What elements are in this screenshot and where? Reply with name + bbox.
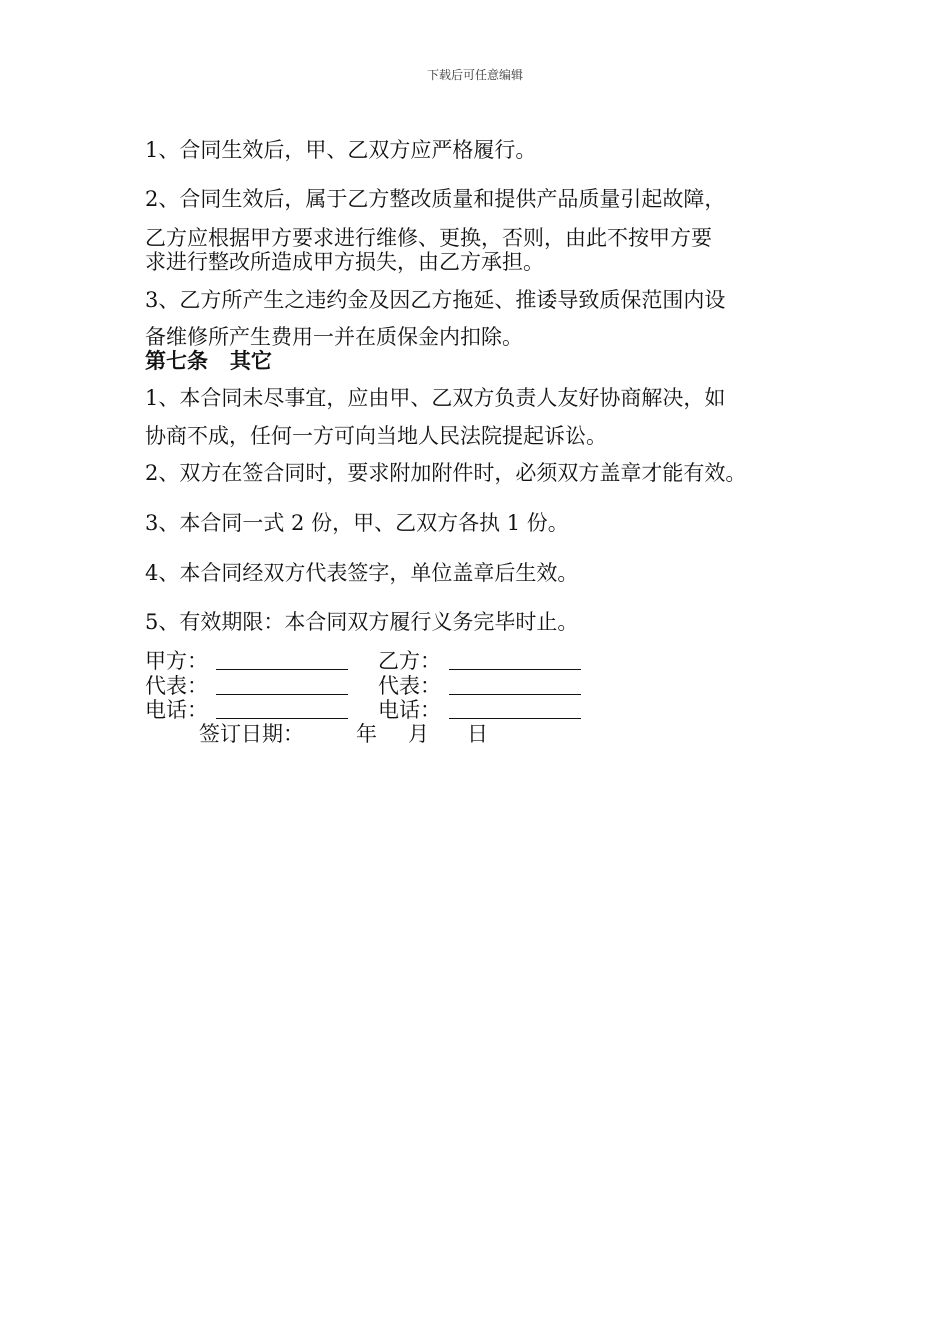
phone-a-blank — [216, 718, 348, 719]
clause-6-item-2-line-3: 求进行整改所造成甲方损失，由乙方承担。 — [145, 250, 544, 274]
phone-b-blank — [449, 718, 581, 719]
clause-7-item-3: 3、本合同一式 2 份，甲、乙双方各执 1 份。 — [145, 511, 569, 535]
clause-7-item-5: 5、有效期限：本合同双方履行义务完毕时止。 — [145, 610, 579, 634]
party-b-blank — [449, 669, 581, 670]
clause-7-item-4: 4、本合同经双方代表签字，单位盖章后生效。 — [145, 561, 579, 585]
party-b-label: 乙方： — [378, 649, 441, 673]
signing-date-year: 年 — [356, 722, 377, 746]
party-a-label: 甲方： — [145, 649, 208, 673]
clause-7-item-1-line-1: 1、本合同未尽事宜，应由甲、乙双方负责人友好协商解决，如 — [145, 386, 726, 410]
party-a-blank — [216, 669, 348, 670]
clause-6-item-2-line-2: 乙方应根据甲方要求进行维修、更换，否则，由此不按甲方要 — [145, 226, 712, 250]
clause-6-item-3-line-2: 备维修所产生费用一并在质保金内扣除。 — [145, 325, 523, 349]
section-7-heading: 第七条 其它 — [145, 348, 272, 373]
clause-6-item-1: 1、合同生效后，甲、乙双方应严格履行。 — [145, 138, 537, 162]
rep-b-blank — [449, 694, 581, 695]
rep-a-blank — [216, 694, 348, 695]
phone-b-label: 电话： — [378, 698, 441, 722]
rep-a-label: 代表： — [145, 674, 208, 698]
signing-date-day: 日 — [467, 722, 488, 746]
clause-6-item-3-line-1: 3、乙方所产生之违约金及因乙方拖延、推诿导致质保范围内设 — [145, 288, 726, 312]
page-header-note: 下载后可任意编辑 — [426, 68, 523, 82]
clause-6-item-2-line-1: 2、合同生效后，属于乙方整改质量和提供产品质量引起故障， — [145, 187, 726, 211]
rep-b-label: 代表： — [378, 674, 441, 698]
signing-date-month: 月 — [408, 722, 429, 746]
phone-a-label: 电话： — [145, 698, 208, 722]
clause-7-item-2: 2、双方在签合同时，要求附加附件时，必须双方盖章才能有效。 — [145, 461, 747, 485]
signing-date-label: 签订日期： — [199, 722, 304, 746]
clause-7-item-1-line-2: 协商不成，任何一方可向当地人民法院提起诉讼。 — [145, 424, 607, 448]
